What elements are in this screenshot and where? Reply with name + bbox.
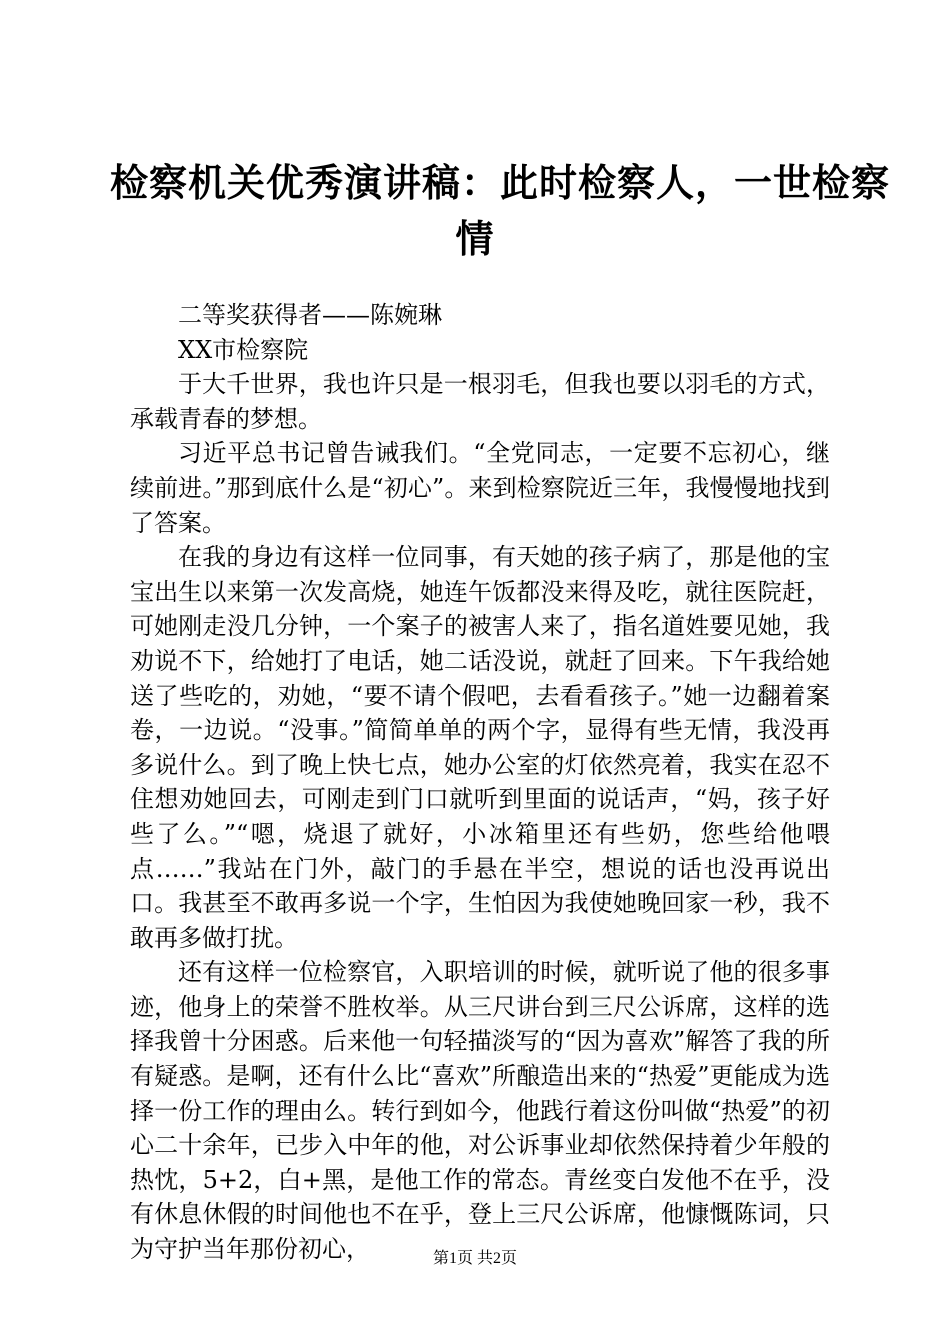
page-footer	[0, 1245, 950, 1268]
page-number: 第1页 共2页	[432, 1250, 517, 1267]
organization-line: XX市检察院	[178, 335, 309, 364]
title-line-2: 情	[455, 216, 495, 261]
paragraph-4: 还有这样一位检察官，入职培训的时候，就听说了他的很多事迹，他身上的荣誉不胜枚举。从三尺讲台到三尺公诉席，这样的选择我曾十分困惑。后来他一句轻描淡写的“因为喜欢”解答了我的所有疑惑。是啊，还有什么比“喜欢”所酿造出来的“热爱”更能成为选择一份工作的理由么。转行到如今，他践行着这份叫做“热爱”的初心二十余年，已步入中年的他，对公诉事业却依然保持着少年般的热忱，5+2，白+黑，是他工作的常态。青丝变白发他不在乎，没有休息休假的时间他也不在乎，登上三尺公诉席，他慷慨陈词，只为守护当年那份初心，	[130, 958, 830, 1264]
author-line: 二等奖获得者——陈婉琳	[178, 301, 442, 329]
document-title	[110, 155, 891, 267]
document-body	[130, 298, 830, 1267]
paragraph-1: 于大千世界，我也许只是一根羽毛，但我也要以羽毛的方式，承载青春的梦想。	[130, 370, 830, 433]
title-line-1: 检察机关优秀演讲稿：此时检察人，一世检察	[110, 160, 891, 205]
paragraph-3: 在我的身边有这样一位同事，有天她的孩子病了，那是他的宝宝出生以来第一次发高烧，她连午饭都没来得及吃，就往医院赶，可她刚走没几分钟，一个案子的被害人来了，指名道姓要见她，我劝说不下，给她打了电话，她二话没说，就赶了回来。下午我给她送了些吃的，劝她，“要不请个假吧，去看看孩子。”她一边翻着案卷，一边说。“没事。”简简单单的两个字，显得有些无情，我没再多说什么。到了晚上快七点，她办公室的灯依然亮着，我实在忍不住想劝她回去，可刚走到门口就听到里面的说话声，“妈，孩子好些了么。”“嗯，烧退了就好，小冰箱里还有些奶，您些给他喂点……”我站在门外，敲门的手悬在半空，想说的话也没再说出口。我甚至不敢再多说一个字，生怕因为我使她晚回家一秒，我不敢再多做打扰。	[130, 543, 830, 952]
paragraph-2: 习近平总书记曾告诫我们。“全党同志，一定要不忘初心，继续前进。”那到底什么是“初心”。来到检察院近三年，我慢慢地找到了答案。	[130, 439, 830, 537]
